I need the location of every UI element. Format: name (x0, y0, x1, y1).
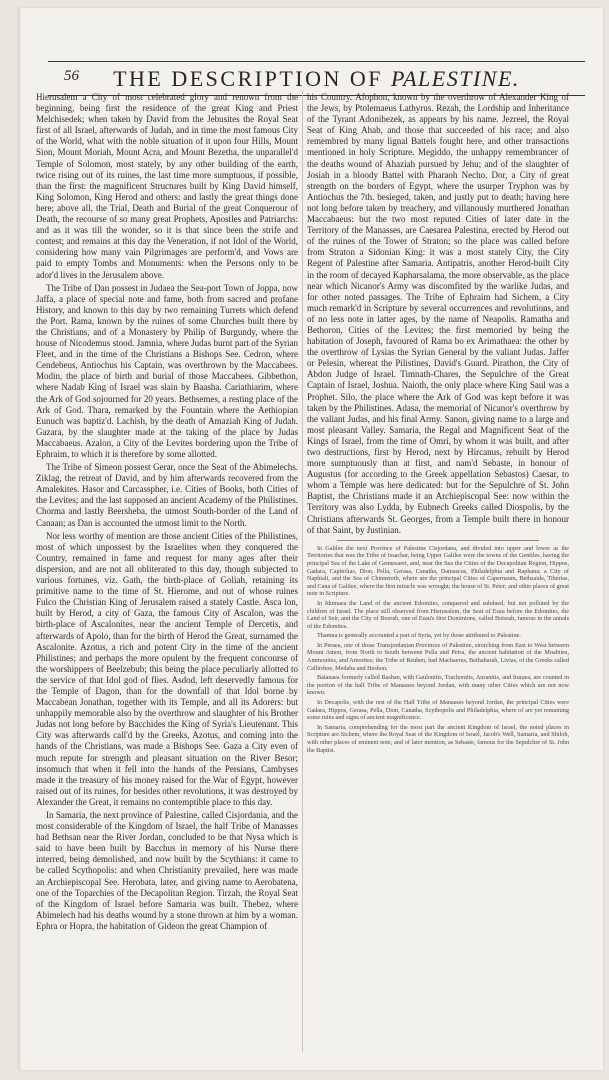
note-paragraph: In Galilee the next Province of Palestine Cisjordana, and divided into upper and lower as the Territories that was the Tribe of Issachar, being Upper Galilee were the towns of the Gentiles, having the principal Sea of the Lake of Gennesaret, and, near the Sea the Cities of the Decapolitan Region, Hippos, Gadara, Capitolias, Dion, Pella, Gerasa, Canatha, Damascus, Philadelphia and Raphana; a City of Naphtali, and the Sea of Chinnereth, where are the principal Cities of Capernaum, Bethsaida, Tiberias, and Cana of Galilee, where the first miracle was wrought; the house of St. Peter; and other places of great note in Scripture. (307, 544, 569, 598)
paragraph: In Samaria, the next province of Palestine, called Cisjordania, and the most considerable of the Kingdom of Israel, the half Tribe of Manasses had Bethsan near the River Jordan, concluded to be that Nysa which is said to have been built by Bacchus in memory of his Nurse there interred, being demolished, and now built by the Scythians: it came to be called Scythopolis: and when Christianity prevailed, here was made an Archiepiscopal See. Herobata, later, and giving name to Aerobatena, one of the Toparchies of the Decapolitan Region. Tirzah, the Royal Seat of the Kingdom of Israel before Samaria was built. Thebez, where Abimelech had his deaths wound by a stone thrown at him by a woman. Ephra or Hopra, the habitation of Gideon the great Champion of (36, 810, 298, 931)
paragraph: his Country. Afophon, known by the overthrow of Alexander King of the Jews, by Ptolemaeus Lathyrus. Rezah, the Lordship and Inheritance of the Tyrant Adonibezek, as appears by his name. Jezreel, the Royal Seat of King Ahab, and those that succeeded of his race; and also remembred by many lignal Battels fought here, and other transactions mentioned in holy Scripture. Megiddo, the unhappy remembrancer of the deaths wound of Ahaziah pursued by Jehu; and of the slaughter of Josiah in a bloody Battel with Pharaoh Necho. Dor, a City of great strength on the borders of Egypt, where the usurper Tryphon was by Antiochus the 7th. besieged, taken, and justly put to death; having here not long before taken by treachery, and villanously murthered Jonathan Maccabaeus: but the two most reputed Cities of later date in the Territory of the Manasses, are Caesarea Palestina, erected by Herod out of the ruines of the Tower of Straton; so the place was called before from Straton a Sidonian King: it was a most stately City, the City Regent of Palestine after Samaria. Antipatris, another Herod-built City in the room of decayed Kapharsalama, the more observable, as the place near which Nicanor's Army was discomfited by the warlike Judas, and for other noted passages. The Tribe of Ephraim had Sichem, a City much remark'd in Scripture by several occurrences and revolutions, and of no less note in latter ages, by the name of Neapolis. Ramatha and Bethoron, Cities of the Levites; the first memoried by being the habitation of Joseph, favoured of Rama bo ex Arimathaea: the other by the overthrow of Lysias the Syrian General by the valiant Judas. Jaffer or Pelesin, whereat the Pilistines, David's Guard. Pirathon, the City of Abdon Judge of Israel. Timnath-Chares, the Sepulchre of the Great Captain of Israel, Joshua. Naioth, the only place where King Saul was a Prophet. Silo, the place where the Ark of God was kept before it was taken by the Philistines. Adasa, the memorial of Nicanor's overthrow by the valiant Judas, and his final Army. Sanon, giving name to a large and most pleasant Valley. Samaria, the Regal and Magnificent Seat of the Kings of Israel, from the time of Omri, by whom it was built, and after two destructions, first by Herod, next by Hircanus, rebuilt by Herod more sumptuously than at first, and nam'd Sebaste, in honour of Augustus (for according to the Greek appellation Sebastos) Caesar, to whom a Temple was here dedicated: but for the Sepulchre of St. John Baptist, the Christians made it an Archiepiscopal See: now within the Territory was also Lydda, by Eubnech Greeks called Diospolis, by the Christians afterwards St. Georges, from a Temple built there in honour of that Saint, by Justinian. (307, 92, 569, 535)
page-header (48, 61, 585, 96)
page-number: 56 (64, 68, 79, 84)
paragraph: The Tribe of Simeon possest Gerar, once the Seat of the Abimelechs. Ziklag, the retreat of David, and by him afterwards recovered from the Amalekites. Hasor and Carcasspher, i.e. Cities of Books, both Cities of the Levites; and the last supposed an ancient Academy of the Philistines. Chorma and lastly Beersheba, the utmost South-border of the Land of Canaan; as Dan is accounted the utmost limit to the North. (36, 462, 298, 528)
section-divider (337, 540, 539, 541)
note-paragraph: In Samaria, comprehending for the most part the ancient Kingdom of Israel, the noted places in Scripture are Sichem, where the Royal Seat of the Kingdom of Israel, Jacob's Well, Samaria, and Shiloh, with other places of eminent note, and of later mention, as Sebaste, famous for the Sepulchre of St. John the Baptist. (307, 723, 569, 754)
small-print-notes (307, 545, 569, 754)
note-paragraph: In Idumaea the Land of the ancient Edomites, conquered and subdued, but not polluted by the children of Israel. The place still observed from Hierusalem, the Seat of Esau before the Edomites, the Land of Seir, and the City of Bozrah, one of Esau's first Dominions, called Botsrah, famous in the annals of the Edomites. (307, 599, 569, 630)
page-title (48, 66, 585, 92)
paragraph: The Tribe of Dan possest in Judaea the Sea-port Town of Joppa, now Jaffa, a place of special note and fame, both from sacred and profane History, and known to this day by two remaining Turrets which defend the Port. Rama, known by the ruines of some Churches built there by the Christians, and of a Monastery by Philip of Burgundy, where the house of Nicodemus stood. Jamnia, where Judas burnt part of the Syrian Fleet, and in the time of the Christians a Bishops See. Cedron, where Cendebeus, Antiochus his Captain, was overthrown by the Maccabees. Modin, the place of birth and burial of those Maccabees. Gibbethon, where Nadab King of Israel was slain by Baasha. Cariathiarim, where the Ark of God sojourned for 20 years. Bethsemes, a resting place of the Ark of God. Thara, remarked by the Fountain where the Aethiopian Eunuch was baptiz'd. Lachish, by the death of Amaziah King of Judah. Gazara, by the slaughter made at the taking of the place by Judas Maccabaeus. Azalon, a City of the Levites bordering upon the Tribe of Ephraim, to which it is therefore by some allotted. (36, 282, 298, 459)
title-prefix: THE DESCRIPTION OF (113, 66, 383, 91)
paragraph: Nor less worthy of mention are those ancient Cities of the Philistines, most of which unpossest by the Israelites when they conquered the Country, remained in fame and request for many ages after their dispersion, and are not all obliterated to this day, though subjected to various fortunes, viz. Gath, the birth-place of Goliah, retaining its primitive name to the time of St. Hierome, and out of whose ruines Fulco the Christian King of Jerusalem raised a stately Castle. Asca lon, built by Herod, a city of Gaza, the famous City of Ascalon, was the birth-place of Ascalonites, near the ancient Temple of Dercetis, and afterwards of Apolo, than for the birth of Herod the Great, surnamed the Ascalonite. Azotus, a rich and potent City in the time of the ancient Philistines; and perhaps the more opulent by the frequent concourse of the worshippers of Beelzebub; this being the place peculiarly allotted to the service of that Idol god of flies. Asdod, left deservedly famous for the Temple of Dagon, than for the downfall of that Idol borne by Maccabean Jonathan, together with its Temple, and all its Adorers: but unhappily memorable also by the overthrow and slaughter of his Brother Judas not long before by Bacchides the King of Syria's Lieutenant. This City was afterwards call'd by the Greeks, Azotus, and coming into the hands of the Christians, was made a Bishops See. Gaza a City even of much repute for strength and pleasant situation on the River Besor; insomuch that when it fell into the hands of the Persians, Cambyses made it the treasury of his money raised for the War of Egypt, however raised out of its ruines, for besides other revolutions, it was destroyed by Alexander the Great, it remains no contemptible place to this day. (36, 530, 298, 807)
note-paragraph: Batanaea formerly called Bashan, with Gaulonitis, Trachonitis, Auranitis, and Ituraea, are counted in the portion of the half Tribe of Manasses beyond Jordan, with many other Cities which are not now known. (307, 674, 569, 697)
note-paragraph: In Decapolis, with the rest of the Half Tribe of Manasses beyond Jordan, the principal Cities were Gadara, Hippos, Gerasa, Pella, Dion, Canatha, Scythopolis and Philadelphia, where of are yet remaining some ruins and signs of ancient magnificence. (307, 699, 569, 722)
paragraph: Hierusalem a City of most celebrated glory and renown from the beginning, being first the residence of the great King and Priest Melchisedek; when taken by David from the Jebusites the Royal Seat first of all Israel, afterwards of Judah, and in time the most famous City of the World, what with the noble situation of it upon four Hills, Mount Sion, Mount Moriah, Mount Acra, and Mount Bezetha, the unparallel'd Temple of Solomon, most stately, by any other building of the earth, twice rising out of its ruines, the last time more sumptuous, if possible, than the first: the magnificent Structures built by King David himself, King Solomon, King Herod and others: and lastly the great things done here; above all, the Trial, Death and Burial of the great Conquerour of Death, the recourse of so many great Prophets, Apostles and Patriarchs: and as it was till the wonder, so it is that since been the strife and contest; and remains at this day the Veneration, if not Idol of the World, considering how many vain Pilgrimages are perform'd, and Vows are paid to empty Tombs and Monuments: when the Persons only to be ador'd lives in the Jerusalem above. (36, 92, 298, 280)
left-column (36, 92, 298, 1052)
note-paragraph: Thamna is generally accounted a part of Syria, yet by those attributed to Palestine. (317, 632, 521, 640)
title-place: PALESTINE. (391, 66, 520, 91)
column-separator (302, 92, 303, 1052)
note-paragraph: In Peraea, one of those Transjordanian Provinces of Palestine, stretching from East to West between Mount Amon, from North to South between Pella and Petra, the ancient habitation of the Moabites, Ammonites, and Amorites; the Tribe of Reuben, had Machaerus, Bethabarah, Livias, of the Greeks called Callirrhoe, Medaba and Hesbon. (307, 641, 569, 672)
right-column (307, 92, 569, 1052)
